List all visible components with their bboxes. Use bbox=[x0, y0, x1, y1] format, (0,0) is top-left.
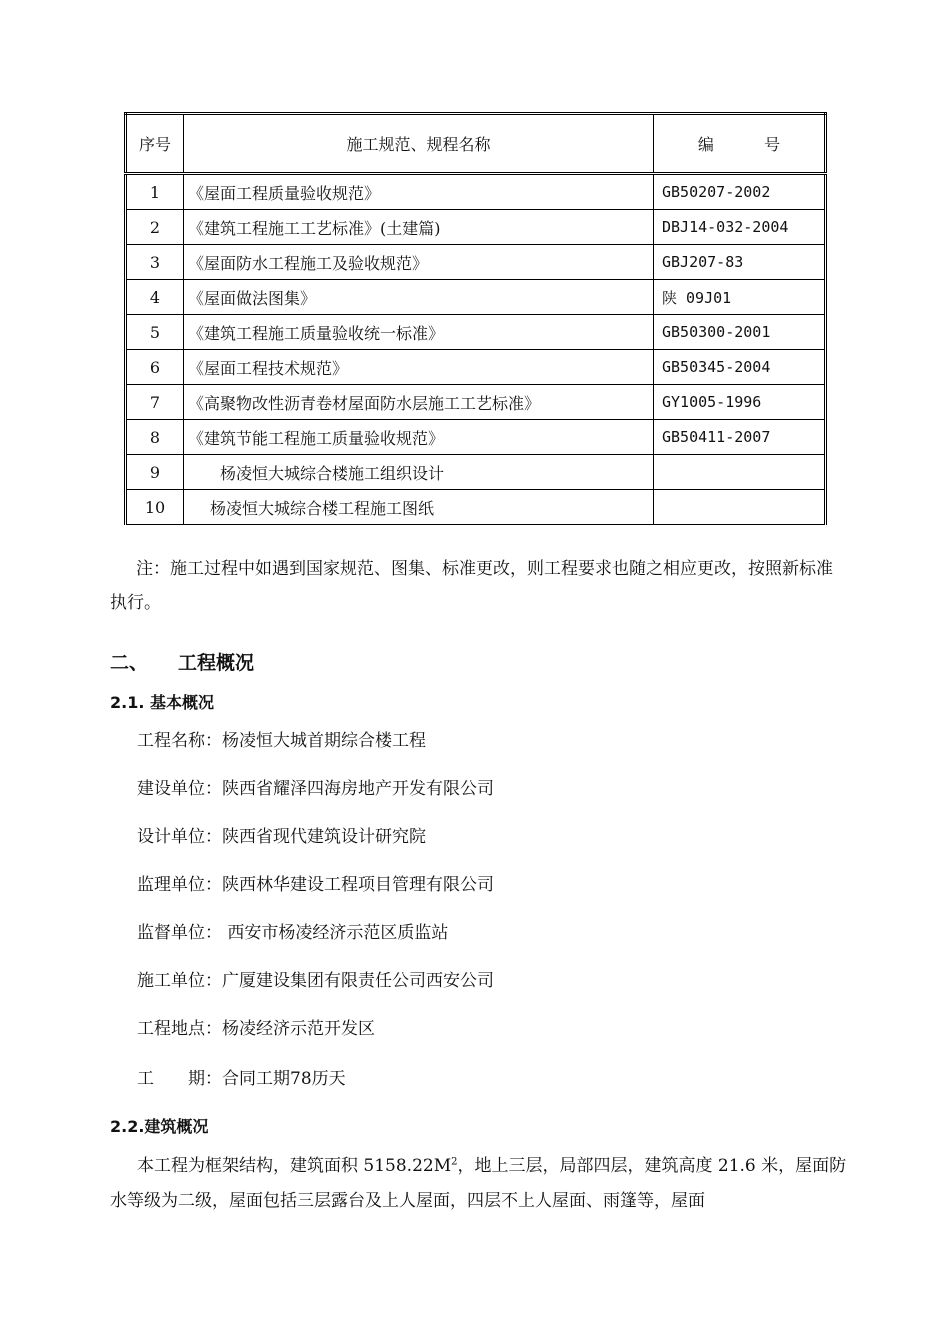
overview-paragraph bbox=[110, 1149, 850, 1219]
info-line bbox=[137, 918, 448, 943]
info-value: 广厦建设集团有限责任公司西安公司 bbox=[222, 971, 494, 991]
row-number: 10 bbox=[126, 490, 184, 525]
info-line bbox=[137, 870, 494, 895]
row-code: GBJ207-83 bbox=[654, 245, 826, 280]
row-code: GY1005-1996 bbox=[654, 385, 826, 420]
subsection-heading-architecture: 2.2.建筑概况 bbox=[110, 1117, 209, 1136]
row-code: GB50207-2002 bbox=[654, 174, 826, 210]
table-row bbox=[126, 490, 826, 525]
header-code-a: 编 bbox=[697, 135, 714, 154]
info-line bbox=[137, 1014, 375, 1039]
info-label: 监理单位： bbox=[137, 875, 222, 895]
row-code: GB50411-2007 bbox=[654, 420, 826, 455]
row-number: 3 bbox=[126, 245, 184, 280]
row-number: 1 bbox=[126, 174, 184, 210]
table-row bbox=[126, 315, 826, 350]
table-row bbox=[126, 350, 826, 385]
row-name: 《屋面做法图集》 bbox=[184, 280, 654, 315]
standards-table bbox=[124, 112, 827, 525]
row-name: 《屋面防水工程施工及验收规范》 bbox=[184, 245, 654, 280]
row-name: 《建筑工程施工质量验收统一标准》 bbox=[184, 315, 654, 350]
info-value: 陕西林华建设工程项目管理有限公司 bbox=[222, 875, 494, 895]
overview-part1: 本工程为框架结构，建筑面积 5158.22M bbox=[137, 1156, 452, 1176]
header-code bbox=[654, 114, 826, 174]
info-value: 杨凌经济示范开发区 bbox=[222, 1019, 375, 1039]
info-line bbox=[137, 822, 426, 847]
info-line bbox=[137, 1064, 346, 1089]
info-label: 工程地点： bbox=[137, 1019, 222, 1039]
subsection-heading-basic: 2.1. 基本概况 bbox=[110, 693, 214, 712]
info-value: 合同工期78历天 bbox=[222, 1069, 346, 1089]
superscript: 2 bbox=[451, 1156, 458, 1168]
info-line bbox=[137, 966, 494, 991]
table-row bbox=[126, 455, 826, 490]
table-row bbox=[126, 420, 826, 455]
table-row bbox=[126, 210, 826, 245]
row-number: 8 bbox=[126, 420, 184, 455]
overview-part2: ，地上三层，局部四层，建筑高度 21.6 米，屋面防水等级为二级，屋面包括三层露台及上人屋面，四层不上人屋面、雨篷等，屋面 bbox=[110, 1156, 847, 1211]
info-line bbox=[137, 774, 494, 799]
row-name: 《建筑工程施工工艺标准》(土建篇) bbox=[184, 210, 654, 245]
table-note: 注：施工过程中如遇到国家规范、图集、标准更改，则工程要求也随之相应更改，按照新标准执行。 bbox=[110, 559, 833, 613]
row-code bbox=[654, 490, 826, 525]
row-name: 《屋面工程技术规范》 bbox=[184, 350, 654, 385]
row-code: 陕 09J01 bbox=[654, 280, 826, 315]
row-name: 《高聚物改性沥青卷材屋面防水层施工工艺标准》 bbox=[184, 385, 654, 420]
row-number: 2 bbox=[126, 210, 184, 245]
row-code: GB50345-2004 bbox=[654, 350, 826, 385]
info-value: 西安市杨凌经济示范区质监站 bbox=[222, 923, 449, 943]
info-label: 设计单位： bbox=[137, 827, 222, 847]
row-number: 6 bbox=[126, 350, 184, 385]
table-header-row bbox=[126, 114, 826, 174]
info-label: 建设单位： bbox=[137, 779, 222, 799]
row-name: 杨凌恒大城综合楼工程施工图纸 bbox=[184, 490, 654, 525]
row-name: 《建筑节能工程施工质量验收规范》 bbox=[184, 420, 654, 455]
row-number: 7 bbox=[126, 385, 184, 420]
section-title: 工程概况 bbox=[178, 652, 255, 674]
info-label: 工程名称： bbox=[137, 731, 222, 751]
table-row bbox=[126, 174, 826, 210]
header-number: 序号 bbox=[126, 114, 184, 174]
header-code-b: 号 bbox=[764, 135, 781, 154]
info-label: 监督单位： bbox=[137, 923, 222, 943]
section-heading bbox=[110, 648, 254, 675]
info-label: 工 期： bbox=[137, 1069, 222, 1089]
table-row bbox=[126, 280, 826, 315]
info-value: 杨凌恒大城首期综合楼工程 bbox=[222, 731, 426, 751]
row-number: 4 bbox=[126, 280, 184, 315]
section-number: 二、 bbox=[110, 652, 149, 674]
row-number: 9 bbox=[126, 455, 184, 490]
row-code bbox=[654, 455, 826, 490]
table-row bbox=[126, 245, 826, 280]
row-name: 《屋面工程质量验收规范》 bbox=[184, 174, 654, 210]
info-label: 施工单位： bbox=[137, 971, 222, 991]
row-code: GB50300-2001 bbox=[654, 315, 826, 350]
info-value: 陕西省耀泽四海房地产开发有限公司 bbox=[222, 779, 494, 799]
info-line bbox=[137, 726, 426, 751]
header-name: 施工规范、规程名称 bbox=[184, 114, 654, 174]
row-name: 杨凌恒大城综合楼施工组织设计 bbox=[184, 455, 654, 490]
info-value: 陕西省现代建筑设计研究院 bbox=[222, 827, 426, 847]
table-row bbox=[126, 385, 826, 420]
row-code: DBJ14-032-2004 bbox=[654, 210, 826, 245]
row-number: 5 bbox=[126, 315, 184, 350]
